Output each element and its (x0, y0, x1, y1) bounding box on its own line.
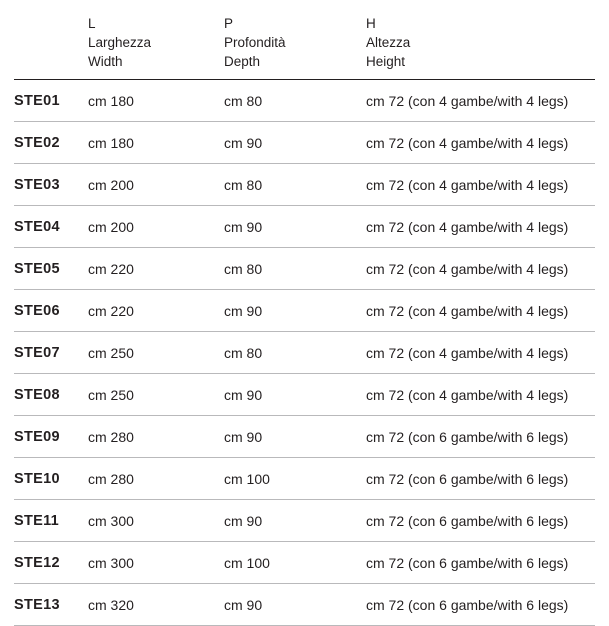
table-row (14, 122, 595, 164)
row-height: cm 72 (con 6 gambe/with 6 legs) (366, 584, 595, 626)
table-row (14, 332, 595, 374)
table-row (14, 416, 595, 458)
table-header (14, 0, 595, 80)
table-row (14, 80, 595, 122)
column-header-depth-english: Depth (224, 54, 261, 69)
row-height: cm 72 (con 4 gambe/with 4 legs) (366, 122, 595, 164)
row-height: cm 72 (con 4 gambe/with 4 legs) (366, 332, 595, 374)
row-height: cm 72 (con 4 gambe/with 4 legs) (366, 374, 595, 416)
table-row (14, 500, 595, 542)
column-header-code (14, 0, 88, 80)
row-width: cm 280 (88, 416, 224, 458)
column-header-height-letter: H (366, 16, 376, 31)
row-width: cm 320 (88, 584, 224, 626)
row-depth: cm 90 (224, 500, 366, 542)
row-depth: cm 90 (224, 374, 366, 416)
row-depth: cm 80 (224, 164, 366, 206)
row-height: cm 72 (con 4 gambe/with 4 legs) (366, 290, 595, 332)
table-row (14, 584, 595, 626)
table-row (14, 374, 595, 416)
row-code: STE03 (14, 164, 88, 206)
row-height: cm 72 (con 4 gambe/with 4 legs) (366, 206, 595, 248)
row-height: cm 72 (con 6 gambe/with 6 legs) (366, 416, 595, 458)
table-row (14, 164, 595, 206)
row-height: cm 72 (con 6 gambe/with 6 legs) (366, 458, 595, 500)
column-header-depth-italian: Profondità (224, 35, 286, 50)
row-width: cm 200 (88, 206, 224, 248)
table-row (14, 206, 595, 248)
column-header-width (88, 0, 224, 80)
table-row (14, 290, 595, 332)
row-code: STE04 (14, 206, 88, 248)
row-depth: cm 90 (224, 206, 366, 248)
row-depth: cm 90 (224, 290, 366, 332)
dimensions-table (14, 0, 595, 626)
row-code: STE02 (14, 122, 88, 164)
row-width: cm 250 (88, 332, 224, 374)
row-code: STE05 (14, 248, 88, 290)
row-width: cm 200 (88, 164, 224, 206)
row-height: cm 72 (con 4 gambe/with 4 legs) (366, 248, 595, 290)
row-depth: cm 90 (224, 122, 366, 164)
row-code: STE12 (14, 542, 88, 584)
row-code: STE11 (14, 500, 88, 542)
row-code: STE08 (14, 374, 88, 416)
row-code: STE13 (14, 584, 88, 626)
table-row (14, 248, 595, 290)
row-depth: cm 90 (224, 416, 366, 458)
column-header-depth (224, 0, 366, 80)
column-header-depth-letter: P (224, 16, 234, 31)
row-width: cm 250 (88, 374, 224, 416)
column-header-height-english: Height (366, 54, 406, 69)
row-width: cm 300 (88, 542, 224, 584)
row-height: cm 72 (con 6 gambe/with 6 legs) (366, 500, 595, 542)
column-header-height (366, 0, 595, 80)
row-width: cm 180 (88, 80, 224, 122)
column-header-width-english: Width (88, 54, 123, 69)
row-depth: cm 100 (224, 542, 366, 584)
row-height: cm 72 (con 4 gambe/with 4 legs) (366, 80, 595, 122)
row-code: STE01 (14, 80, 88, 122)
column-header-height-italian: Altezza (366, 35, 411, 50)
row-depth: cm 90 (224, 584, 366, 626)
column-header-width-letter: L (88, 16, 96, 31)
table-body (14, 80, 595, 626)
row-depth: cm 80 (224, 332, 366, 374)
row-depth: cm 80 (224, 248, 366, 290)
table-row (14, 458, 595, 500)
row-depth: cm 80 (224, 80, 366, 122)
row-width: cm 220 (88, 290, 224, 332)
row-height: cm 72 (con 4 gambe/with 4 legs) (366, 164, 595, 206)
column-header-width-italian: Larghezza (88, 35, 152, 50)
row-code: STE09 (14, 416, 88, 458)
row-width: cm 300 (88, 500, 224, 542)
table-row (14, 542, 595, 584)
row-code: STE07 (14, 332, 88, 374)
row-code: STE06 (14, 290, 88, 332)
row-code: STE10 (14, 458, 88, 500)
row-width: cm 280 (88, 458, 224, 500)
row-depth: cm 100 (224, 458, 366, 500)
table-header-row (14, 0, 595, 80)
row-width: cm 180 (88, 122, 224, 164)
row-width: cm 220 (88, 248, 224, 290)
row-height: cm 72 (con 6 gambe/with 6 legs) (366, 542, 595, 584)
